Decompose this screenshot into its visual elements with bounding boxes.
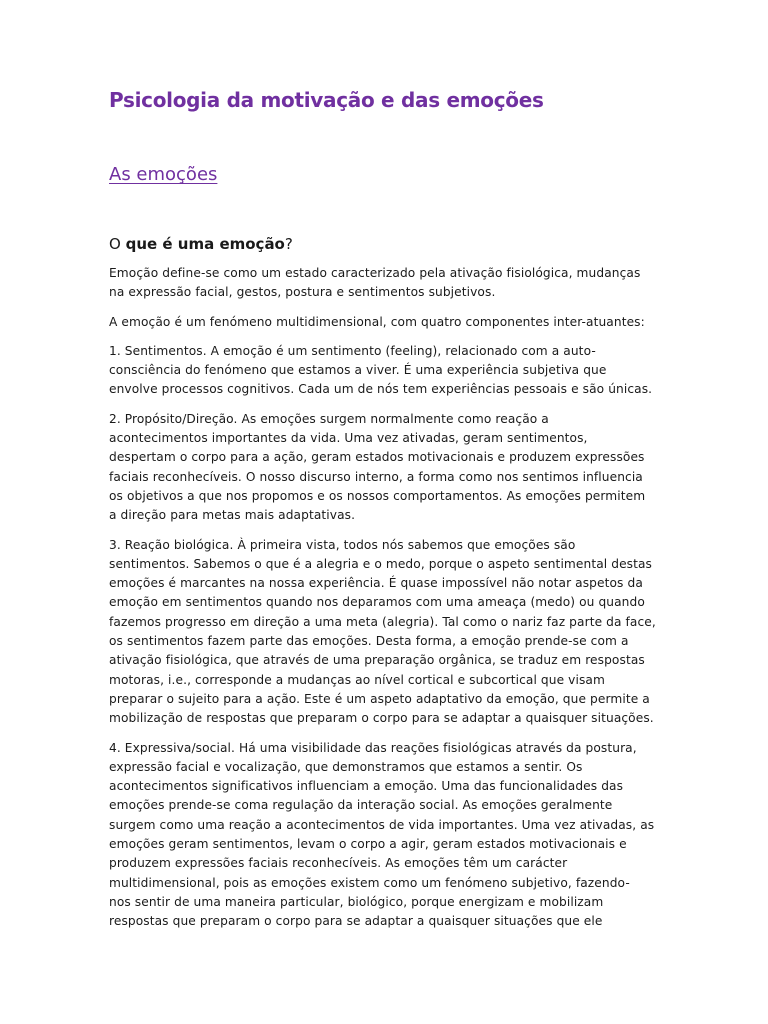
paragraph-line: multidimensional, pois as emoções existem como um fenómeno subjetivo, fazendo- — [109, 875, 630, 890]
document-title: Psicologia da motivação e das emoções — [109, 88, 544, 112]
paragraph-line: ativação fisiológica, que através de uma preparação orgânica, se traduz em respostas — [109, 653, 645, 668]
paragraph-line: a direção para metas mais adaptativas. — [109, 508, 356, 523]
paragraph-line: mobilização de respostas que preparam o corpo para se adaptar a quaisquer situações. — [109, 711, 654, 726]
paragraph-line: 2. Propósito/Direção. As emoções surgem normalmente como reação a — [109, 411, 549, 426]
paragraph-line: produzem expressões faciais reconhecíveis. As emoções têm um carácter — [109, 856, 568, 871]
paragraph — [109, 313, 659, 332]
paragraph — [109, 342, 659, 400]
paragraph-line: fazemos progresso em direção a uma meta (alegria). Tal como o nariz faz parte da face, — [109, 614, 656, 629]
question-suffix: ? — [284, 235, 293, 253]
paragraph-line: 4. Expressiva/social. Há uma visibilidade das reações fisiológicas através da postura, — [109, 740, 637, 755]
paragraph-line: 3. Reação biológica. À primeira vista, todos nós sabemos que emoções são — [109, 537, 576, 552]
body-text — [109, 264, 659, 942]
paragraph-line: os sentimentos fazem parte das emoções. Desta forma, a emoção prende-se com a — [109, 634, 629, 649]
paragraph-line: consciência do fenómeno que estamos a viver. É uma experiência subjetiva que — [109, 363, 607, 378]
paragraph-line: surgem como uma reação a acontecimentos de vida importantes. Uma vez ativadas, as — [109, 817, 655, 832]
question-heading — [109, 235, 293, 253]
paragraph-line: faciais reconhecíveis. O nosso discurso interno, a forma como nos sentimos influencia — [109, 469, 643, 484]
question-prefix: O — [109, 235, 126, 253]
paragraph — [109, 536, 659, 729]
paragraph-line: nos sentir de uma maneira particular, biológico, porque energizam e mobilizam — [109, 894, 604, 909]
paragraph-line: respostas que preparam o corpo para se adaptar a quaisquer situações que ele — [109, 914, 603, 929]
paragraph-line: emoções prende-se coma regulação da interação social. As emoções geralmente — [109, 798, 613, 813]
paragraph — [109, 739, 659, 932]
paragraph-line: A emoção é um fenómeno multidimensional, com quatro componentes inter-atuantes: — [109, 314, 645, 329]
paragraph-line: expressão facial e vocalização, que demonstramos que estamos a sentir. Os — [109, 759, 583, 774]
paragraph-line: na expressão facial, gestos, postura e sentimentos subjetivos. — [109, 285, 496, 300]
paragraph — [109, 264, 659, 303]
paragraph — [109, 410, 659, 526]
paragraph-line: despertam o corpo para a ação, geram estados motivacionais e produzem expressões — [109, 450, 645, 465]
paragraph-line: acontecimentos importantes da vida. Uma vez ativadas, geram sentimentos, — [109, 431, 588, 446]
question-bold: que é uma emoção — [125, 235, 285, 253]
paragraph-line: motoras, i.e., corresponde a mudanças ao nível cortical e subcortical que visam — [109, 672, 605, 687]
paragraph-line: acontecimentos significativos influenciam a emoção. Uma das funcionalidades das — [109, 779, 624, 794]
paragraph-line: sentimentos. Sabemos o que é a alegria e o medo, porque o aspeto sentimental destas — [109, 556, 653, 571]
section-heading: As emoções — [109, 164, 218, 185]
paragraph-line: Emoção define-se como um estado caracterizado pela ativação fisiológica, mudanças — [109, 266, 641, 280]
paragraph-line: preparar o sujeito para a ação. Este é um aspeto adaptativo da emoção, que permite a — [109, 691, 650, 706]
paragraph-line: envolve processos cognitivos. Cada um de nós tem experiências pessoais e são únicas. — [109, 382, 653, 397]
paragraph-line: emoção em sentimentos quando nos deparamos com uma ameaça (medo) ou quando — [109, 595, 645, 610]
paragraph-line: os objetivos a que nos propomos e os nossos comportamentos. As emoções permitem — [109, 488, 646, 503]
paragraph-line: emoções é marcantes na nossa experiência. É quase impossível não notar aspetos da — [109, 576, 643, 591]
paragraph-line: 1. Sentimentos. A emoção é um sentimento (feeling), relacionado com a auto- — [109, 343, 596, 358]
paragraph-line: emoções geram sentimentos, levam o corpo a agir, geram estados motivacionais e — [109, 837, 627, 852]
